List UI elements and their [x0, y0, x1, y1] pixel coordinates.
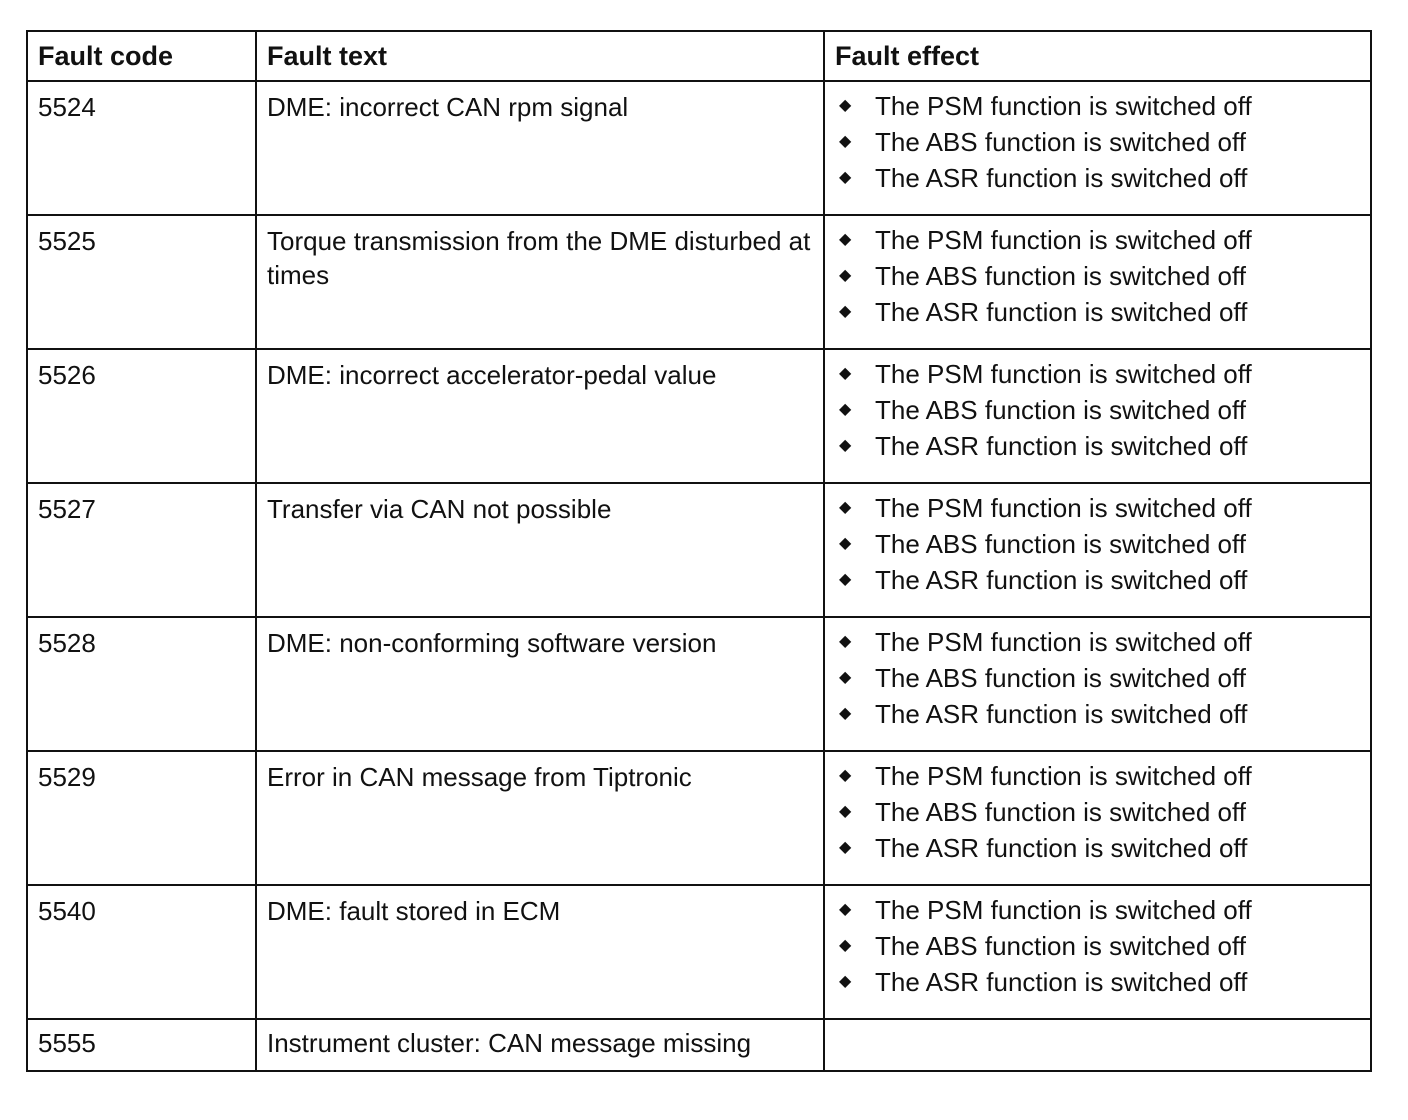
list-item	[835, 156, 1370, 200]
fault-code-cell: 5526	[27, 349, 256, 483]
fault-effect-text: The ASR function is switched off	[875, 699, 1248, 729]
fault-effect-list	[835, 352, 1370, 468]
fault-effect-cell	[824, 1019, 1371, 1071]
fault-effect-list	[835, 218, 1370, 334]
fault-code-cell: 5524	[27, 81, 256, 215]
fault-text-cell: DME: incorrect accelerator-pedal value	[256, 349, 824, 483]
table-row	[27, 349, 1371, 483]
table-row	[27, 885, 1371, 1019]
fault-effect-text: The ABS function is switched off	[875, 261, 1246, 291]
fault-effect-text: The PSM function is switched off	[875, 359, 1252, 389]
fault-effect-text: The PSM function is switched off	[875, 761, 1252, 791]
fault-effect-text: The ASR function is switched off	[875, 565, 1248, 595]
list-item	[835, 692, 1370, 736]
table-row	[27, 617, 1371, 751]
table-body	[27, 81, 1371, 1071]
fault-effect-list	[835, 754, 1370, 870]
fault-effect-cell	[824, 483, 1371, 617]
diamond-bullet-icon: ◆	[839, 803, 852, 820]
fault-effect-cell	[824, 349, 1371, 483]
fault-effect-cell	[824, 885, 1371, 1019]
fault-text-cell: Torque transmission from the DME disturbed at times	[256, 215, 824, 349]
fault-effect-text: The PSM function is switched off	[875, 225, 1252, 255]
diamond-bullet-icon: ◆	[839, 633, 852, 650]
fault-code-cell: 5525	[27, 215, 256, 349]
fault-text-cell: Transfer via CAN not possible	[256, 483, 824, 617]
diamond-bullet-icon: ◆	[839, 267, 852, 284]
diamond-bullet-icon: ◆	[839, 669, 852, 686]
fault-effect-text: The ABS function is switched off	[875, 663, 1246, 693]
header-fault-code: Fault code	[27, 31, 256, 81]
fault-effect-text: The ABS function is switched off	[875, 127, 1246, 157]
fault-effect-cell	[824, 215, 1371, 349]
fault-effect-text: The ABS function is switched off	[875, 529, 1246, 559]
diamond-bullet-icon: ◆	[839, 365, 852, 382]
table-row	[27, 751, 1371, 885]
fault-code-cell: 5527	[27, 483, 256, 617]
table-row	[27, 81, 1371, 215]
diamond-bullet-icon: ◆	[839, 231, 852, 248]
diamond-bullet-icon: ◆	[839, 937, 852, 954]
table-row	[27, 215, 1371, 349]
fault-effect-list	[835, 888, 1370, 1004]
header-fault-effect: Fault effect	[824, 31, 1371, 81]
diamond-bullet-icon: ◆	[839, 97, 852, 114]
fault-effect-text: The PSM function is switched off	[875, 91, 1252, 121]
diamond-bullet-icon: ◆	[839, 571, 852, 588]
fault-text-cell: DME: non-conforming software version	[256, 617, 824, 751]
fault-effect-text: The ABS function is switched off	[875, 395, 1246, 425]
list-item	[835, 424, 1370, 468]
fault-code-cell: 5555	[27, 1019, 256, 1071]
fault-text-cell: Instrument cluster: CAN message missing	[256, 1019, 824, 1071]
list-item	[835, 826, 1370, 870]
fault-effect-text: The ASR function is switched off	[875, 967, 1248, 997]
diamond-bullet-icon: ◆	[839, 303, 852, 320]
diamond-bullet-icon: ◆	[839, 133, 852, 150]
fault-effect-text: The ASR function is switched off	[875, 163, 1248, 193]
fault-code-cell: 5529	[27, 751, 256, 885]
fault-effect-text: The PSM function is switched off	[875, 627, 1252, 657]
header-row	[27, 31, 1371, 81]
fault-effect-text: The PSM function is switched off	[875, 493, 1252, 523]
fault-text-cell: DME: incorrect CAN rpm signal	[256, 81, 824, 215]
fault-effect-text: The ASR function is switched off	[875, 297, 1248, 327]
diamond-bullet-icon: ◆	[839, 973, 852, 990]
list-item	[835, 290, 1370, 334]
diamond-bullet-icon: ◆	[839, 839, 852, 856]
header-fault-text: Fault text	[256, 31, 824, 81]
fault-effect-text: The ASR function is switched off	[875, 833, 1248, 863]
fault-text-cell: DME: fault stored in ECM	[256, 885, 824, 1019]
diamond-bullet-icon: ◆	[839, 901, 852, 918]
table-header	[27, 31, 1371, 81]
fault-effect-text: The ASR function is switched off	[875, 431, 1248, 461]
fault-effect-text: The ABS function is switched off	[875, 797, 1246, 827]
diamond-bullet-icon: ◆	[839, 499, 852, 516]
fault-text-cell: Error in CAN message from Tiptronic	[256, 751, 824, 885]
table-row	[27, 483, 1371, 617]
fault-effect-text: The ABS function is switched off	[875, 931, 1246, 961]
list-item	[835, 558, 1370, 602]
diamond-bullet-icon: ◆	[839, 169, 852, 186]
diamond-bullet-icon: ◆	[839, 401, 852, 418]
fault-code-cell: 5540	[27, 885, 256, 1019]
diamond-bullet-icon: ◆	[839, 535, 852, 552]
fault-code-cell: 5528	[27, 617, 256, 751]
fault-effect-cell	[824, 751, 1371, 885]
diamond-bullet-icon: ◆	[839, 705, 852, 722]
diamond-bullet-icon: ◆	[839, 767, 852, 784]
list-item	[835, 960, 1370, 1004]
table-row	[27, 1019, 1371, 1071]
fault-effect-list	[835, 84, 1370, 200]
fault-effect-list	[835, 620, 1370, 736]
fault-effect-text: The PSM function is switched off	[875, 895, 1252, 925]
fault-code-table	[26, 30, 1372, 1072]
diamond-bullet-icon: ◆	[839, 437, 852, 454]
fault-effect-cell	[824, 617, 1371, 751]
fault-effect-cell	[824, 81, 1371, 215]
fault-effect-list	[835, 486, 1370, 602]
